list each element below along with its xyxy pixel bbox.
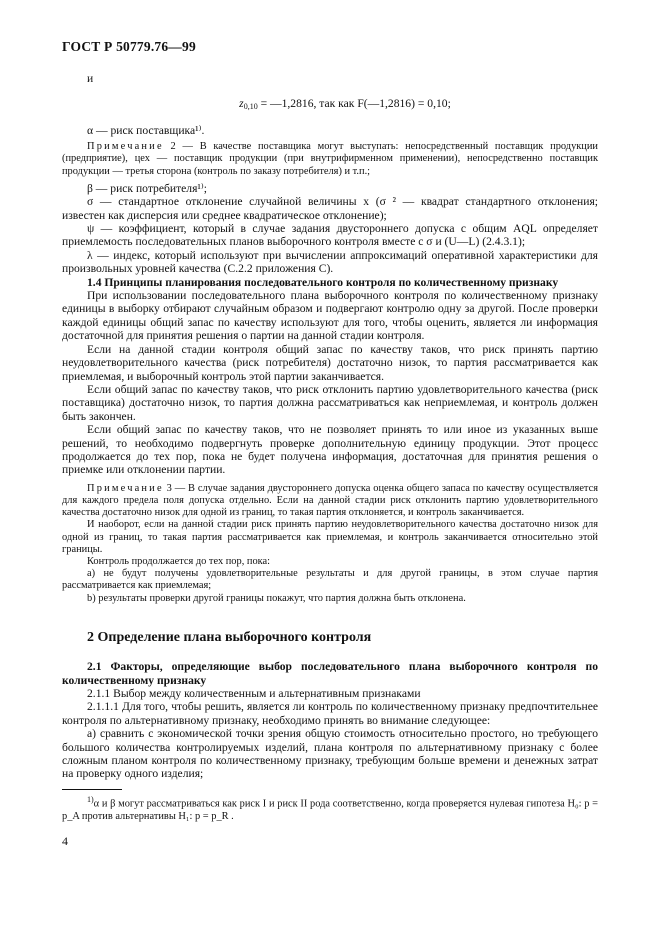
note-3-text: 3 — В случае задания двустороннего допуска оценка общего запаса по качеству осуществляется для каждого предела поля допуска отдельно. Если на данной стадии риск отклонить партию удовлетворительного качества достаточно низок для одной из границ, то такая партия отклоняется, и контроль заканчивается.	[62, 482, 598, 519]
formula-subscript: 0,10	[243, 102, 258, 112]
page-content	[62, 72, 598, 781]
section-1-4-title: 1.4 Принципы планирования последовательного контроля по количественному признаку	[87, 275, 559, 289]
note-2-text: 2 — В качестве поставщика могут выступать: непосредственный поставщик продукции (предприятие), цех — поставщик продукции (при внутрифирменном применении), непосредственно поставщик продукции — третья сторона (контроль по заказу потребителя) и т.п.;	[62, 141, 598, 177]
note-3-item-a: a) не будут получены удовлетворительные результаты и для другой границы, в этом случае партия рассматривается как приемлемая;	[62, 568, 598, 592]
formula-z: z	[239, 97, 244, 111]
section-2-1-1-1: 2.1.1.1 Для того, чтобы решить, является ли контроль по количественному признаку предпочтительнее контроля по альтернативному признаку, необходимо принять во внимание следующее:	[62, 700, 598, 727]
section-2-1-1: 2.1.1 Выбор между количественным и альтернативным признаками	[87, 687, 421, 701]
note-3-paragraph-2: И наоборот, если на данной стадии риск принять партию неудовлетворительного качества достаточно низок для одной из границ, то такая партия рассматривается как приемлемая, и контроль заканчивается относительно этой границы.	[62, 519, 598, 555]
paragraph-3: Если общий запас по качеству таков, что риск отклонить партию удовлетворительного качества (риск поставщика) достаточно низок, то партия должна рассматриваться как неприемлемая, и контроль должен быть закончен.	[62, 382, 598, 423]
note-3-label: Примечание	[87, 482, 164, 494]
paragraph-4: Если общий запас по качеству таков, что не позволяет принять то или иное из указанных выше решений, то необходимо подвергнуть проверке дополнительную единицу продукции. Этот процесс продолжается до тех пор, пока не будет получена информация, достаточная для принятия решения о приемке или отклонении партии.	[62, 423, 598, 477]
document-header: ГОСТ Р 50779.76—99	[62, 39, 196, 54]
lambda-definition: λ — индекс, который используют при вычислении аппроксимаций оперативной характеристики для произвольных уровней качества (С.2.2 приложения С).	[62, 248, 598, 276]
formula	[92, 97, 598, 113]
note-3-item-b: b) результаты проверки другой границы покажут, что партия должна быть отклонена.	[87, 592, 466, 604]
paragraph-1: При использовании последовательного плана выборочного контроля по количественному признаку единицы в выборку отбирают случайным образом и подвергают контролю одну за другой. После проверки каждой единицы общий запас по качеству используют для того, чтобы оценить, является ли информация достаточной для принятия решения о партии на данной стадии контроля.	[62, 289, 598, 343]
sigma-definition: σ — стандартное отклонение случайной величины x (σ ² — квадрат стандартного отклонения; известен как дисперсия или среднее квадратическое отклонение);	[62, 195, 598, 222]
note-2	[62, 141, 598, 178]
and-word: и	[87, 72, 94, 85]
footnote-mark: 1)	[87, 795, 94, 804]
footnote	[62, 794, 598, 823]
note-2-label: Примечание	[87, 141, 164, 153]
paragraph-2: Если на данной стадии контроля общий запас по качеству таков, что риск принять партию неудовлетворительного качества (риск потребителя) достаточно низок, то партия рассматривается как приемлемая, и выборочный контроль этой партии заканчивается.	[62, 342, 598, 383]
psi-definition: ψ — коэффициент, который в случае задания двустороннего допуска с общим AQL определяет приемлемость последовательных планов выборочного контроля вместе с σ и (U—L) (2.4.3.1);	[62, 222, 598, 249]
footnote-divider	[62, 789, 122, 790]
section-2-title: 2 Определение плана выборочного контроля	[87, 629, 372, 645]
alpha-definition: α — риск поставщика¹⁾.	[87, 123, 205, 137]
formula-rest: = —1,2816, так как F(—1,2816) = 0,10;	[257, 97, 451, 111]
note-3	[62, 483, 598, 520]
page-number: 4	[62, 834, 68, 848]
note-3-paragraph-3: Контроль продолжается до тех пор, пока:	[87, 555, 271, 567]
section-2-1-title: 2.1 Факторы, определяющие выбор последовательного плана выборочного контроля по количественному признаку	[62, 660, 598, 687]
footnote-text: α и β могут рассматриваться как риск I и риск II рода соответственно, когда проверяется нулевая гипотеза H₀: p = p_A против альтернативы H₁: p = p_R .	[62, 798, 598, 822]
beta-definition: β — риск потребителя¹⁾;	[87, 181, 207, 195]
list-item-a: a) сравнить с экономической точки зрения общую стоимость относительно простого, но требующего большого количества контролируемых изделий, плана контроля по альтернативному признаку с более сложным планом контроля по количественному признаку, требующим больше времени и денежных затрат на проверку одного изделия;	[62, 727, 598, 781]
